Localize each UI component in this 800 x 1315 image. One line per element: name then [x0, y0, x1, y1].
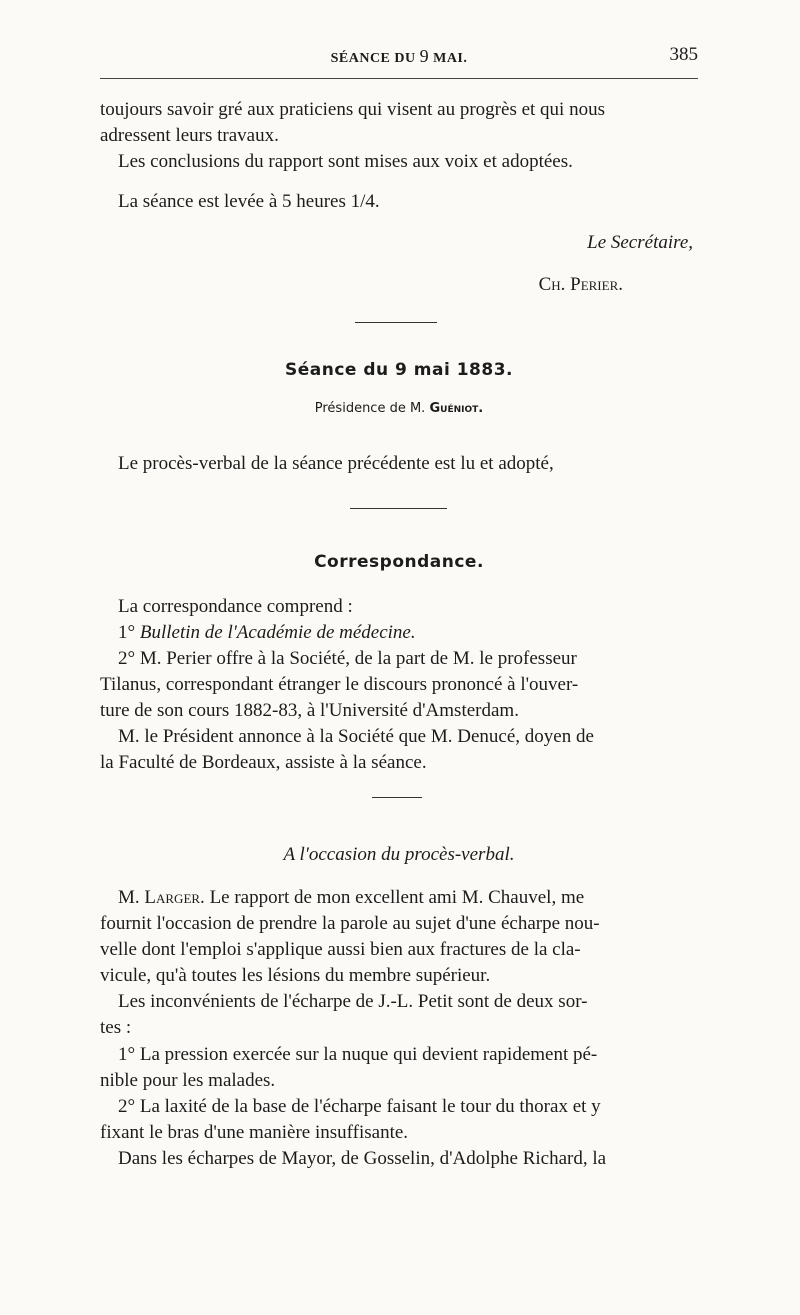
occasion-p2-line-2: tes : [100, 1017, 132, 1038]
continuation-line-2: adressent leurs travaux. [100, 125, 279, 146]
occasion-p1-line-2: fournit l'occasion de prendre la parole au sujet d'une écharpe nou- [100, 913, 600, 934]
correspondence-item-2-line-1: 2° M. Perier offre à la Société, de la part de M. le professeur [118, 648, 577, 669]
occasion-p5-line-1: Dans les écharpes de Mayor, de Gosselin, d'Adolphe Richard, la [118, 1148, 607, 1169]
running-head-prefix: SÉANCE DU [330, 51, 416, 66]
occasion-p2-line-1: Les inconvénients de l'écharpe de J.-L. Petit sont de deux sor- [118, 991, 588, 1012]
presidency-prefix: Présidence de M. [314, 401, 426, 416]
section-divider [350, 508, 447, 509]
occasion-body [100, 885, 698, 1041]
occasion-p1-line-3: velle dont l'emploi s'applique aussi bien aux fractures de la cla- [100, 939, 581, 960]
correspondence-intro: La correspondance comprend : [118, 596, 353, 617]
speaker-name: M. Larger. [118, 887, 205, 908]
correspondence-item-3-line-1: M. le Président annonce à la Société que M. Denucé, doyen de [118, 726, 594, 747]
continuation-paragraph [100, 97, 698, 175]
president-name: Guéniot. [429, 401, 484, 416]
running-head-day: 9 [419, 46, 430, 66]
occasion-p3-line-2: nible pour les malades. [100, 1070, 276, 1091]
correspondence-item-2-line-2: Tilanus, correspondant étranger le discours prononcé à l'ouver- [100, 674, 579, 695]
session-title: Séance du 9 mai 1883. [284, 360, 513, 380]
signature-role: Le Secrétaire, [587, 232, 693, 253]
section-divider [355, 322, 437, 323]
occasion-heading: A l'occasion du procès-verbal. [283, 844, 515, 865]
running-head-title [100, 46, 698, 67]
occasion-p1-line-1 [100, 885, 698, 911]
occasion-p1-line-1-text: Le rapport de mon excellent ami M. Chauvel, me [209, 887, 585, 908]
correspondence-body [100, 594, 698, 776]
occasion-p1-line-4: vicule, qu'à toutes les lésions du membre supérieur. [100, 965, 491, 986]
occasion-p4-line-1: 2° La laxité de la base de l'écharpe faisant le tour du thorax et y [118, 1096, 601, 1117]
correspondence-item-2-line-3: ture de son cours 1882-83, à l'Université d'Amsterdam. [100, 700, 519, 721]
book-page [100, 0, 698, 1315]
signature-name: Ch. Perier. [538, 274, 623, 295]
occasion-p3-line-1: 1° La pression exercée sur la nuque qui devient rapidement pé- [118, 1044, 598, 1065]
occasion-list [100, 1042, 698, 1172]
header-rule [100, 78, 698, 79]
correspondence-item-1 [100, 620, 698, 646]
running-head-month: MAI. [433, 51, 468, 66]
continuation-line-1: toujours savoir gré aux praticiens qui visent au progrès et qui nous [100, 99, 605, 120]
occasion-p4-line-2: fixant le bras d'une manière insuffisante. [100, 1122, 409, 1143]
running-head [100, 46, 698, 70]
correspondence-heading: Correspondance. [314, 552, 484, 572]
minutes-line: Le procès-verbal de la séance précédente est lu et adopté, [118, 453, 554, 474]
correspondence-item-3-line-2: la Faculté de Bordeaux, assiste à la séance. [100, 752, 427, 773]
conclusions-line: Les conclusions du rapport sont mises aux voix et adoptées. [118, 151, 573, 172]
session-closed-line: La séance est levée à 5 heures 1/4. [118, 191, 380, 212]
page-number: 385 [669, 44, 698, 65]
section-divider [372, 797, 422, 798]
item-1-title: Bulletin de l'Académie de médecine. [139, 622, 416, 643]
presidency-line [100, 401, 698, 416]
item-1-number: 1° [118, 622, 136, 643]
